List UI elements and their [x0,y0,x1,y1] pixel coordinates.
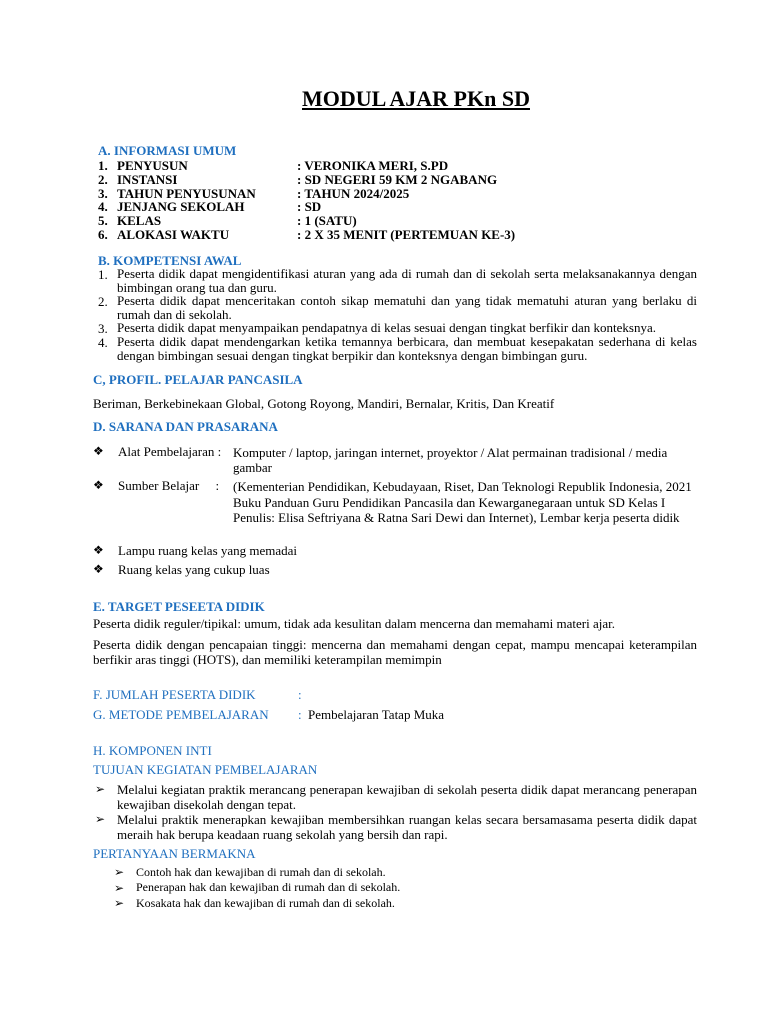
diamond-bullet-icon: ❖ [93,562,104,576]
section-d-heading: D. SARANA DAN PRASARANA [93,419,278,434]
list-item-number: 2. [98,294,108,309]
info-row-label: ALOKASI WAKTU [117,227,230,242]
diamond-bullet-icon: ❖ [93,543,104,557]
list-item: Melalui praktik menerapkan kewajiban membersihkan ruangan kelas secara bersamasama peserta didik dapat meraih hak berupa keadaan ruang sekolah yang bersih dan rapi. [117,812,697,842]
section-e-heading: E. TARGET PESEETA DIDIK [93,599,265,614]
info-row-value: : 1 (SATU) [297,213,357,228]
resource-text: (Kementerian Pendidikan, Kebudayaan, Riset, Dan Teknologi Republik Indonesia, 2021 Buku Panduan Guru Pendidikan Pancasila dan Kewarganegaraan untuk SD Kelas I Penulis: Elisa Seftriyana & Ratna Sari Dewi dan Internet), Lembar kerja peserta didik [233,479,692,525]
method-value: Pembelajaran Tatap Muka [308,707,445,722]
arrow-bullet-icon: ➢ [95,812,106,826]
target-paragraph: Peserta didik dengan pencapaian tinggi: mencerna dan memahami dengan cepat, mampu mencapai keterampilan berfikir aras tinggi (HOTS), dan memiliki keterampilan memimpin [93,637,697,667]
info-row-label: KELAS [117,213,162,228]
section-b-heading: B. KOMPETENSI AWAL [98,253,242,268]
info-row-value: : VERONIKA MERI, S.PD [297,158,449,173]
arrow-bullet-icon: ➢ [114,881,125,895]
info-row-num: 2. [98,172,108,187]
student-count-label: F. JUMLAH PESERTA DIDIK [93,687,256,702]
section-c-heading-text: C, PROFIL. PELAJAR PANCASILA [93,372,303,387]
method-label: G. METODE PEMBELAJARAN [93,707,269,722]
resource-text: Komputer / laptop, jaringan internet, proyektor / Alat permainan tradisional / media gambar [233,445,668,475]
info-row-label: PENYUSUN [117,158,188,173]
resource-label: Sumber Belajar : [118,478,220,493]
section-a-heading: A. INFORMASI UMUM [98,143,237,158]
list-item: Peserta didik dapat menceritakan contoh sikap mematuhi dan yang tidak mematuhi aturan yang berlaku di rumah dan di sekolah. [117,293,697,322]
section-c-heading [93,372,303,388]
target-paragraph: Peserta didik reguler/tipikal: umum, tidak ada kesulitan dalam mencerna dan memahami materi ajar. [93,616,615,631]
info-row-num: 1. [98,158,108,173]
diamond-bullet-icon: ❖ [93,478,104,492]
list-item: Kosakata hak dan kewajiban di rumah dan di sekolah. [136,896,395,910]
arrow-bullet-icon: ➢ [95,782,106,796]
student-count-colon: : [298,687,302,702]
resource-item: Lampu ruang kelas yang memadai [118,543,298,558]
info-row-num: 3. [98,186,108,201]
diamond-bullet-icon: ❖ [93,444,104,458]
info-row-value: : SD NEGERI 59 KM 2 NGABANG [297,172,498,187]
page-title: MODUL AJAR PKn SD [302,86,530,111]
info-row-num: 4. [98,199,108,214]
list-item: Peserta didik dapat menyampaikan pendapatnya di kelas sesuai dengan tingkat berfikir dan konteksnya. [117,320,656,335]
info-row-num: 5. [98,213,108,228]
profile-text: Beriman, Berkebinekaan Global, Gotong Royong, Mandiri, Bernalar, Kritis, Dan Kreatif [93,396,555,411]
learning-goals-heading: TUJUAN KEGIATAN PEMBELAJARAN [93,762,318,777]
list-item: Penerapan hak dan kewajiban di rumah dan di sekolah. [136,880,401,894]
section-h-heading: H. KOMPONEN INTI [93,743,212,758]
list-item: Contoh hak dan kewajiban di rumah dan di sekolah. [136,865,386,879]
resource-item: Ruang kelas yang cukup luas [118,562,270,577]
list-item-number: 4. [98,335,108,350]
resource-label: Alat Pembelajaran : [118,444,222,459]
method-colon: : [298,707,302,722]
arrow-bullet-icon: ➢ [114,865,125,879]
info-row-num: 6. [98,227,108,242]
info-row-value: : TAHUN 2024/2025 [297,186,410,201]
list-item: Peserta didik dapat mendengarkan ketika temannya berbicara, dan membuat kesepakatan sederhana di kelas dengan bimbingan sesuai dengan tingkat berpikir dan konteksnya dengan bimbingan guru. [117,334,697,363]
list-item: Melalui kegiatan praktik merancang penerapan kewajiban di sekolah peserta didik dapat merancang penerapan kewajiban disekolah dengan tepat. [117,782,697,812]
arrow-bullet-icon: ➢ [114,896,125,910]
key-questions-heading: PERTANYAAN BERMAKNA [93,846,256,861]
info-row-label: TAHUN PENYUSUNAN [117,186,256,201]
list-item-number: 1. [98,267,108,282]
list-item-number: 3. [98,321,108,336]
info-row-value: : 2 X 35 MENIT (PERTEMUAN KE-3) [297,227,516,242]
list-item: Peserta didik dapat mengidentifikasi aturan yang ada di rumah dan di sekolah serta melaksanakannya dengan bimbingan orang tua dan guru. [117,266,697,295]
info-row-value: : SD [297,199,322,214]
info-row-label: JENJANG SEKOLAH [117,199,245,214]
info-row-label: INSTANSI [117,172,178,187]
